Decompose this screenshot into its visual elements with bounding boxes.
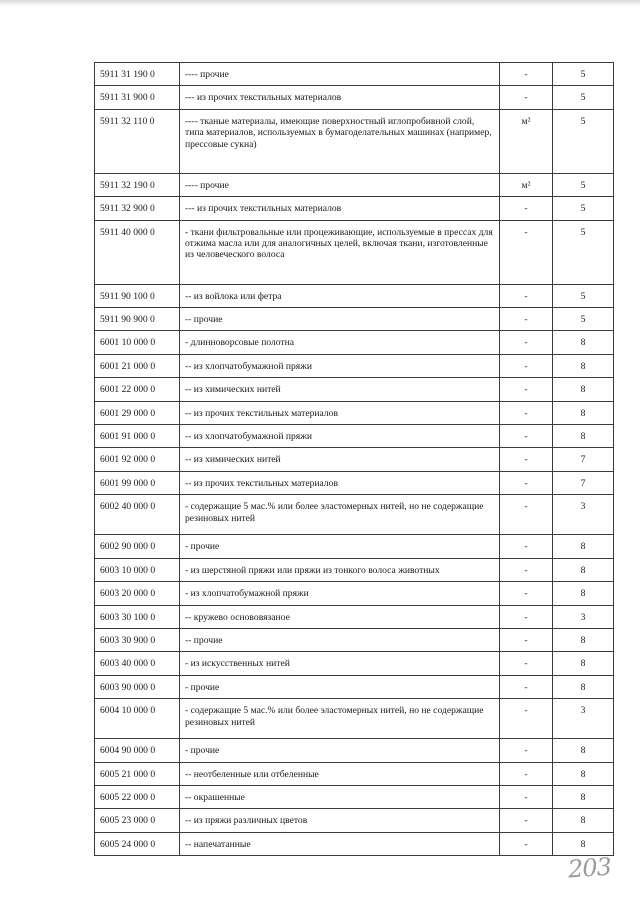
rate-cell: 8 bbox=[553, 425, 614, 448]
code-cell: 6003 30 100 0 bbox=[95, 605, 180, 628]
unit-cell: - bbox=[500, 471, 553, 494]
description-cell: -- из хлопчатобумажной пряжи bbox=[180, 354, 500, 377]
table-row bbox=[95, 331, 614, 354]
description-cell: - из искусственных нитей bbox=[180, 652, 500, 675]
code-cell: 5911 40 000 0 bbox=[95, 220, 180, 284]
rate-cell: 8 bbox=[553, 628, 614, 651]
description-cell: -- из войлока или фетра bbox=[180, 284, 500, 307]
description-cell: --- из прочих текстильных материалов bbox=[180, 86, 500, 109]
unit-cell: - bbox=[500, 86, 553, 109]
unit-cell: - bbox=[500, 197, 553, 220]
table-row bbox=[95, 173, 614, 196]
rate-cell: 8 bbox=[553, 652, 614, 675]
unit-cell: - bbox=[500, 308, 553, 331]
table-row bbox=[95, 832, 614, 855]
description-cell: - прочие bbox=[180, 675, 500, 698]
code-cell: 6002 90 000 0 bbox=[95, 535, 180, 558]
code-cell: 6001 10 000 0 bbox=[95, 331, 180, 354]
table-row bbox=[95, 535, 614, 558]
unit-cell: м² bbox=[500, 173, 553, 196]
description-cell: - из хлопчатобумажной пряжи bbox=[180, 582, 500, 605]
rate-cell: 5 bbox=[553, 173, 614, 196]
code-cell: 5911 32 900 0 bbox=[95, 197, 180, 220]
code-cell: 6003 30 900 0 bbox=[95, 628, 180, 651]
description-cell: -- прочие bbox=[180, 628, 500, 651]
unit-cell: - bbox=[500, 739, 553, 762]
unit-cell: - bbox=[500, 558, 553, 581]
rate-cell: 5 bbox=[553, 308, 614, 331]
description-cell: ---- прочие bbox=[180, 63, 500, 86]
table-row bbox=[95, 354, 614, 377]
description-cell: -- неотбеленные или отбеленные bbox=[180, 762, 500, 785]
code-cell: 6005 21 000 0 bbox=[95, 762, 180, 785]
unit-cell: - bbox=[500, 582, 553, 605]
rate-cell: 5 bbox=[553, 109, 614, 173]
description-cell: - длинноворсовые полотна bbox=[180, 331, 500, 354]
code-cell: 6003 10 000 0 bbox=[95, 558, 180, 581]
rate-cell: 7 bbox=[553, 471, 614, 494]
table-row bbox=[95, 86, 614, 109]
unit-cell: - bbox=[500, 535, 553, 558]
table-row bbox=[95, 471, 614, 494]
rate-cell: 3 bbox=[553, 605, 614, 628]
code-cell: 5911 90 900 0 bbox=[95, 308, 180, 331]
table-row bbox=[95, 220, 614, 284]
code-cell: 5911 31 900 0 bbox=[95, 86, 180, 109]
unit-cell: - bbox=[500, 448, 553, 471]
table-row bbox=[95, 652, 614, 675]
rate-cell: 7 bbox=[553, 448, 614, 471]
table-row bbox=[95, 378, 614, 401]
unit-cell: - bbox=[500, 628, 553, 651]
code-cell: 6004 90 000 0 bbox=[95, 739, 180, 762]
unit-cell: м² bbox=[500, 109, 553, 173]
table-row bbox=[95, 63, 614, 86]
unit-cell: - bbox=[500, 652, 553, 675]
description-cell: - прочие bbox=[180, 739, 500, 762]
rate-cell: 8 bbox=[553, 378, 614, 401]
handwritten-page-number: 203 bbox=[567, 852, 612, 884]
code-cell: 5911 90 100 0 bbox=[95, 284, 180, 307]
rate-cell: 8 bbox=[553, 558, 614, 581]
description-cell: -- прочие bbox=[180, 308, 500, 331]
rate-cell: 8 bbox=[553, 331, 614, 354]
code-cell: 6002 40 000 0 bbox=[95, 495, 180, 535]
code-cell: 6001 21 000 0 bbox=[95, 354, 180, 377]
rate-cell: 8 bbox=[553, 354, 614, 377]
unit-cell: - bbox=[500, 762, 553, 785]
unit-cell: - bbox=[500, 699, 553, 739]
code-cell: 6005 24 000 0 bbox=[95, 832, 180, 855]
description-cell: -- напечатанные bbox=[180, 832, 500, 855]
unit-cell: - bbox=[500, 675, 553, 698]
unit-cell: - bbox=[500, 809, 553, 832]
code-cell: 6004 10 000 0 bbox=[95, 699, 180, 739]
table-row bbox=[95, 448, 614, 471]
table-row bbox=[95, 495, 614, 535]
code-cell: 6001 91 000 0 bbox=[95, 425, 180, 448]
description-cell: - содержащие 5 мас.% или более эластомерных нитей, но не содержащие резиновых нитей bbox=[180, 699, 500, 739]
rate-cell: 3 bbox=[553, 495, 614, 535]
rate-cell: 8 bbox=[553, 762, 614, 785]
unit-cell: - bbox=[500, 401, 553, 424]
description-cell: -- кружево основовязаное bbox=[180, 605, 500, 628]
table-row bbox=[95, 284, 614, 307]
table-row bbox=[95, 785, 614, 808]
code-cell: 6005 23 000 0 bbox=[95, 809, 180, 832]
description-cell: -- из прочих текстильных материалов bbox=[180, 471, 500, 494]
unit-cell: - bbox=[500, 425, 553, 448]
code-cell: 5911 31 190 0 bbox=[95, 63, 180, 86]
unit-cell: - bbox=[500, 284, 553, 307]
description-cell: - ткани фильтровальные или процеживающие, используемые в прессах для отжима масла или для аналогичных целей, включая ткани, изготовленные из человеческого волоса bbox=[180, 220, 500, 284]
table-row bbox=[95, 425, 614, 448]
unit-cell: - bbox=[500, 354, 553, 377]
code-cell: 6001 29 000 0 bbox=[95, 401, 180, 424]
rate-cell: 5 bbox=[553, 220, 614, 284]
rate-cell: 8 bbox=[553, 832, 614, 855]
code-cell: 6003 90 000 0 bbox=[95, 675, 180, 698]
code-cell: 6003 40 000 0 bbox=[95, 652, 180, 675]
description-cell: -- из химических нитей bbox=[180, 448, 500, 471]
description-cell: --- из прочих текстильных материалов bbox=[180, 197, 500, 220]
unit-cell: - bbox=[500, 220, 553, 284]
rate-cell: 8 bbox=[553, 785, 614, 808]
table-row bbox=[95, 605, 614, 628]
rate-cell: 8 bbox=[553, 401, 614, 424]
description-cell: -- из химических нитей bbox=[180, 378, 500, 401]
code-cell: 6001 92 000 0 bbox=[95, 448, 180, 471]
table-row bbox=[95, 582, 614, 605]
code-cell: 6001 22 000 0 bbox=[95, 378, 180, 401]
table-row bbox=[95, 762, 614, 785]
rate-cell: 8 bbox=[553, 582, 614, 605]
unit-cell: - bbox=[500, 378, 553, 401]
rate-cell: 5 bbox=[553, 284, 614, 307]
table-row bbox=[95, 675, 614, 698]
unit-cell: - bbox=[500, 63, 553, 86]
table-row bbox=[95, 308, 614, 331]
table-row bbox=[95, 628, 614, 651]
code-cell: 6005 22 000 0 bbox=[95, 785, 180, 808]
table-row bbox=[95, 809, 614, 832]
description-cell: ---- прочие bbox=[180, 173, 500, 196]
tariff-table bbox=[94, 62, 614, 856]
description-cell: - прочие bbox=[180, 535, 500, 558]
tariff-table-body bbox=[95, 63, 614, 856]
rate-cell: 5 bbox=[553, 63, 614, 86]
unit-cell: - bbox=[500, 832, 553, 855]
rate-cell: 8 bbox=[553, 675, 614, 698]
unit-cell: - bbox=[500, 785, 553, 808]
rate-cell: 3 bbox=[553, 699, 614, 739]
table-row bbox=[95, 197, 614, 220]
rate-cell: 5 bbox=[553, 86, 614, 109]
table-row bbox=[95, 558, 614, 581]
code-cell: 5911 32 110 0 bbox=[95, 109, 180, 173]
code-cell: 6001 99 000 0 bbox=[95, 471, 180, 494]
description-cell: -- окрашенные bbox=[180, 785, 500, 808]
unit-cell: - bbox=[500, 605, 553, 628]
description-cell: - содержащие 5 мас.% или более эластомерных нитей, но не содержащие резиновых нитей bbox=[180, 495, 500, 535]
rate-cell: 8 bbox=[553, 809, 614, 832]
table-row bbox=[95, 699, 614, 739]
unit-cell: - bbox=[500, 331, 553, 354]
rate-cell: 8 bbox=[553, 739, 614, 762]
description-cell: -- из прочих текстильных материалов bbox=[180, 401, 500, 424]
unit-cell: - bbox=[500, 495, 553, 535]
description-cell: -- из хлопчатобумажной пряжи bbox=[180, 425, 500, 448]
table-row bbox=[95, 109, 614, 173]
table-row bbox=[95, 401, 614, 424]
description-cell: ---- тканые материалы, имеющие поверхностный иглопробивной слой, типа материалов, используемых в бумагоделательных машинах (например, прессовые сукна) bbox=[180, 109, 500, 173]
description-cell: -- из пряжи различных цветов bbox=[180, 809, 500, 832]
code-cell: 6003 20 000 0 bbox=[95, 582, 180, 605]
table-row bbox=[95, 739, 614, 762]
code-cell: 5911 32 190 0 bbox=[95, 173, 180, 196]
scan-edge bbox=[0, 0, 640, 6]
description-cell: - из шерстяной пряжи или пряжи из тонкого волоса животных bbox=[180, 558, 500, 581]
rate-cell: 8 bbox=[553, 535, 614, 558]
rate-cell: 5 bbox=[553, 197, 614, 220]
